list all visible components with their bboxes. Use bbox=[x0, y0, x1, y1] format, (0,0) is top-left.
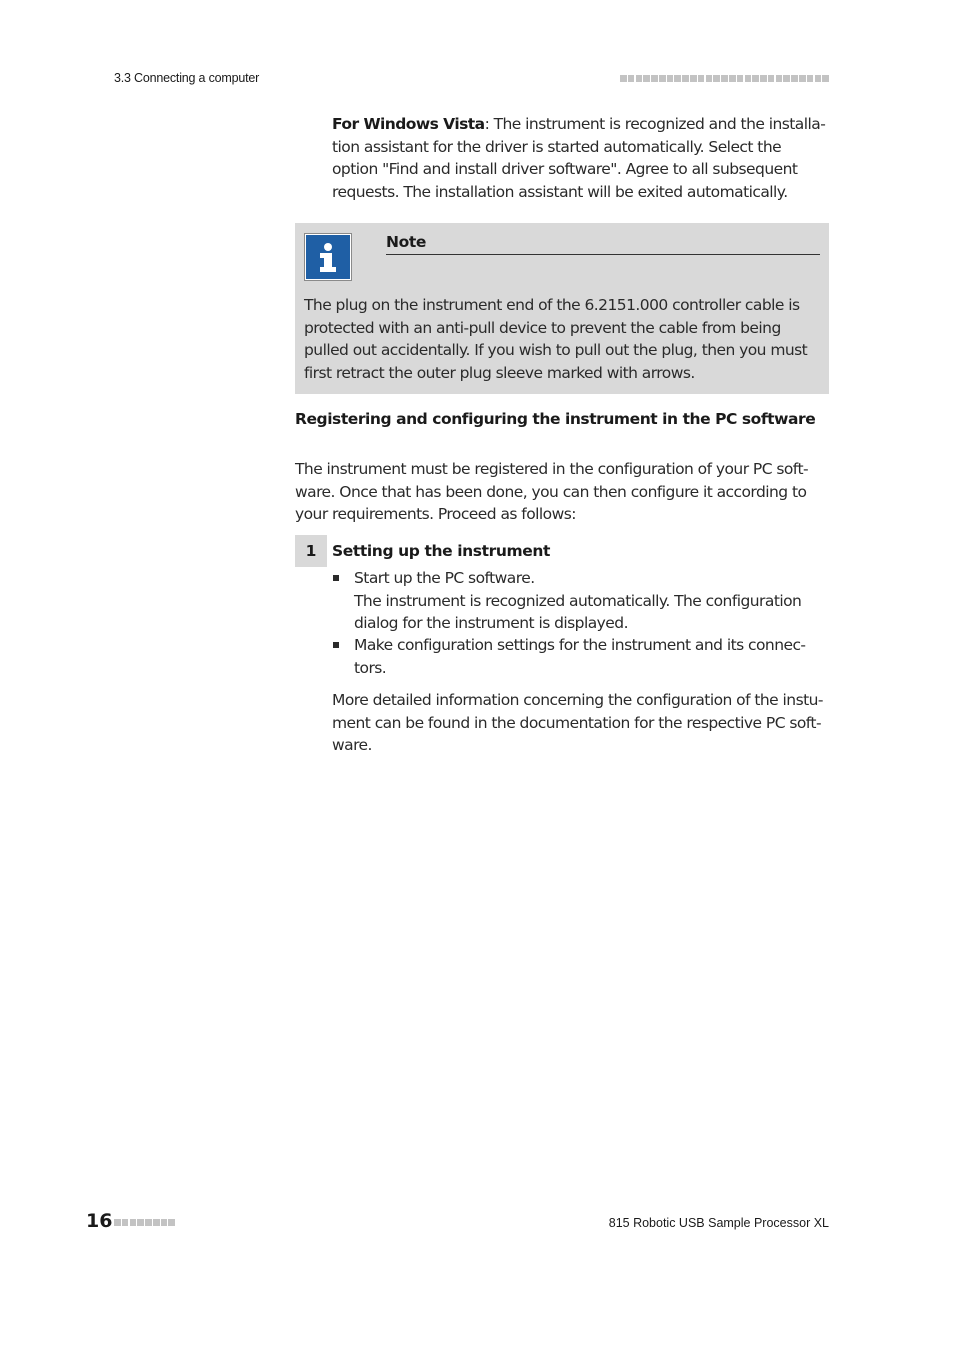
footer-decorative-squares bbox=[114, 1219, 175, 1226]
section-heading: Registering and configuring the instrument in the PC software bbox=[295, 410, 816, 428]
windows-vista-paragraph bbox=[332, 113, 828, 203]
list-item-detail: The instrument is recognized automatically. The configuration dialog for the instrument is displayed. bbox=[354, 591, 802, 633]
section-text: The instrument must be registered in the configuration of your PC software. Once that has been done, you can then configure it according to your requirements. Proceed as follows: bbox=[295, 460, 809, 524]
step-title: Setting up the instrument bbox=[332, 542, 550, 560]
info-icon bbox=[305, 234, 351, 280]
header-decorative-squares bbox=[620, 75, 829, 82]
list-item bbox=[354, 634, 830, 679]
list-item bbox=[354, 567, 830, 635]
bullet-square-icon bbox=[333, 575, 339, 581]
list-item-line: Start up the PC software. bbox=[354, 569, 535, 587]
step-number: 1 bbox=[295, 535, 327, 567]
running-header: 3.3 Connecting a computer bbox=[114, 71, 260, 85]
footer-document-title: 815 Robotic USB Sample Processor XL bbox=[608, 1216, 829, 1230]
note-title: Note bbox=[386, 232, 820, 255]
note-text: The plug on the instrument end of the 6.2151.000 controller cable is protected with an anti-pull device to prevent the cable from being pulled out accidentally. If you wish to pull out the plug, then you must first retract the outer plug sleeve marked with arrows. bbox=[304, 296, 808, 382]
windows-vista-text: : The instrument is recognized and the installation assistant for the driver is started automatically. Select the option "Find and install driver software". Agree to all subsequent requests. The installation assistant will be exited automatically. bbox=[332, 115, 826, 201]
more-info-paragraph: More detailed information concerning the configuration of the instument can be found in the documentation for the respective PC software. bbox=[332, 691, 824, 755]
windows-vista-label: For Windows Vista bbox=[332, 115, 485, 133]
bullet-square-icon bbox=[333, 642, 339, 648]
page-number: 16 bbox=[86, 1210, 113, 1232]
list-item-line: Make configuration settings for the instrument and its connectors. bbox=[354, 636, 807, 677]
